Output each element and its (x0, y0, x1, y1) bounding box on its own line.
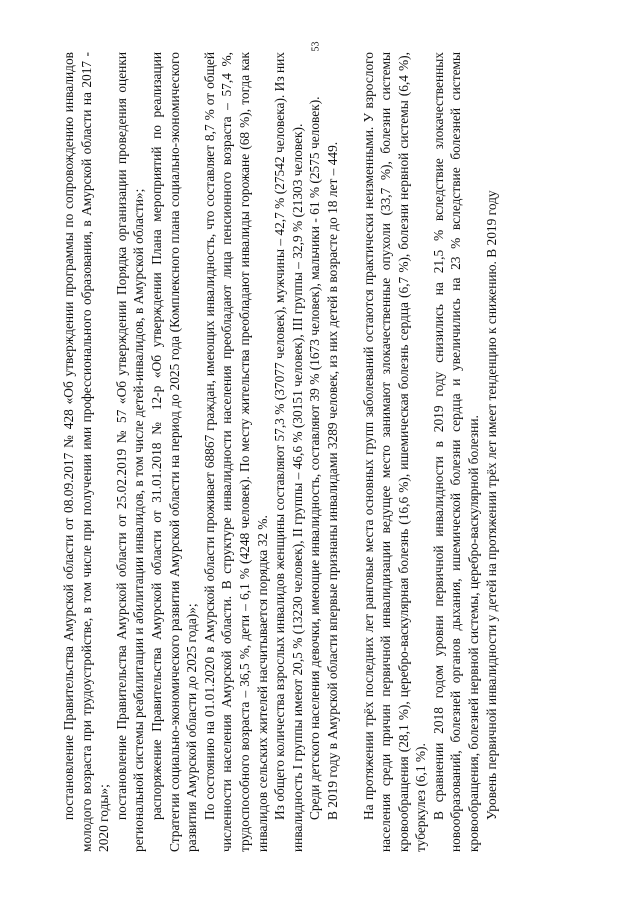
paragraph-children: Среди детского населения девочки, имеющие инвалидность, составляют 39 % (1673 человек), мальчики - 61 % (2575 человек). (307, 96, 323, 820)
page-number-text: 53 (310, 41, 322, 51)
paragraph-comparison-2018: В сравнении 2018 годом уровни первичной инвалидности в 2019 году снизились на 21,5 % вследствие злокачественных новообразований, болезней органов дыхания, ишемической болезни сердца и увеличились на 23 % вследствие болезней системы кровообращения, болезней нервной системы, церебро-васкулярной болезни. (430, 52, 482, 852)
paragraph-disability-population: По состоянию на 01.01.2020 в Амурской области проживает 68867 граждан, имеющих инвалидность, что составляет 8,7 % от общей численности населения Амурской области. В структуре инвалидности населения преобладают лица пенсионного возраста – 57,4 %, трудоспособного возраста – 36,5 %, дети – 6,1 % (4248 человек). По месту жительства преобладают инвалиды горожане (68 %), тогда как инвалидов сельских жителей насчитывается порядка 32 %. (201, 52, 270, 852)
paragraph-new-2019: В 2019 году в Амурской области впервые признаны инвалидами 3289 человек, из них детей в возрасте до 18 лет – 449. (324, 141, 340, 820)
paragraph-gap (342, 52, 360, 852)
paragraph-resolution-428: постановление Правительства Амурской области от 08.09.2017 № 428 «Об утверждении программы по сопровождению инвалидов молодого возраста при трудоустройстве, в том числе при получении ими профессионального образования, в Амурской области на 2017 - 2020 годы»; (61, 52, 112, 852)
rotated-text-block (60, 52, 620, 852)
paragraph-resolution-57: постановление Правительства Амурской области от 25.02.2019 № 57 «Об утверждении Порядка организации проведения оценки региональной системы реабилитации и абилитации инвалидов, в том числе детей-инвалидов, в Амурской области»; (113, 52, 147, 852)
paragraph-ranking-causes: На протяжении трёх последних лет ранговые места основных групп заболеваний остаются практически неизменными. У взрослого населения среди причин первичной инвалидизации ведущее место занимают злокачественные опухоли (33,7 %), болезни системы кровообращения (28,1 %), церебро-васкулярная болезнь (16,6 %), ишемическая болезнь сердца (6,7 %), болезни нервной системы (6,4 %), туберкулез (6,1 %). (360, 52, 429, 852)
paragraph-children-trend: Уровень первичной инвалидности у детей на протяжении трёх лет имеет тенденцию к снижению. В 2019 году (483, 190, 499, 820)
paragraph-order-12r: распоряжение Правительства Амурской области от 31.01.2018 № 12-р «Об утверждении Плана мероприятий по реализации Стратегии социально-экономического развития Амурской области на период до 2025 года (Комплексного плана социально-экономического развития Амурской области до 2025 года)»; (148, 52, 200, 852)
paragraph-adult-groups: Из общего количества взрослых инвалидов женщины составляют 57,3 % (37077 человек), мужчины – 42,7 % (27542 человека). Из них инвалидность I группы имеют 20,5 % (13230 человек), II группы – 46,6 % (30151 человек), III группы – 32,9 % (21303 человек). (272, 52, 305, 852)
